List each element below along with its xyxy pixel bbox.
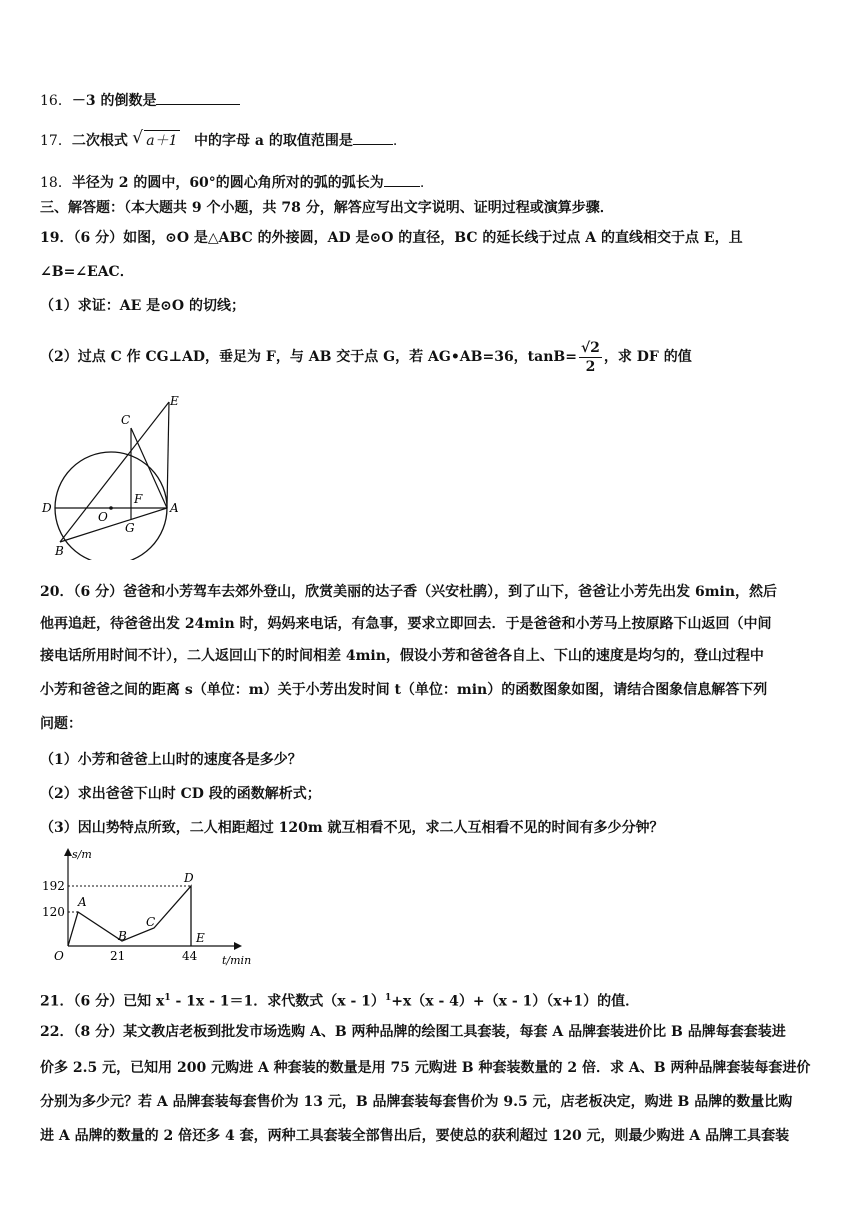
question-19-part1: （1）求证：AE 是⊙O 的切线；: [40, 298, 245, 314]
segment-AE: [167, 402, 169, 508]
question-20-part3: （3）因山势特点所致，二人相距超过 120m 就互相看不见，求二人互相看不见的时间有多少分钟？: [40, 820, 664, 836]
label-C: C: [121, 413, 131, 427]
question-20-line4: 小芳和爸爸之间的距离 s（单位：m）关于小芳出发时间 t（单位：min）的函数图象如图，请结合图象信息解答下列: [40, 682, 768, 698]
question-20-part2: （2）求出爸爸下山时 CD 段的函数解析式；: [40, 786, 321, 802]
question-20-line3: 接电话所用时间不计），二人返回山下的时间相差 4min，假设小芳和爸爸各自上、下山的速度是均匀的，登山过程中: [40, 648, 764, 664]
center-point: [109, 506, 113, 510]
question-20-line5: 问题：: [40, 716, 82, 732]
label-O: O: [98, 510, 108, 524]
q21-superscript-2: 1: [384, 993, 392, 1003]
question-16: [40, 90, 240, 111]
question-20-line1: 20．（6 分）爸爸和小芳驾车去郊外登山，欣赏美丽的达子香（兴安杜鹃），到了山下，爸爸让小芳先出发 6min，然后: [40, 584, 778, 600]
distance-time-graph: [38, 844, 268, 970]
question-20-part1: （1）小芳和爸爸上山时的速度各是多少？: [40, 752, 302, 768]
point-label-D: D: [184, 871, 194, 885]
answer-blank: [156, 90, 240, 105]
tick-label-120: 120: [42, 905, 65, 919]
period: .: [392, 133, 398, 149]
answer-blank: [353, 130, 393, 145]
fraction-numerator: √2: [580, 339, 600, 356]
y-axis-arrow: [64, 848, 72, 856]
tick-label-21: 21: [110, 949, 126, 963]
segment-AB: [60, 508, 167, 542]
x-axis-label: t/min: [222, 954, 252, 967]
label-E: E: [170, 394, 179, 408]
question-22-line4: 进 A 品牌的数量的 2 倍还多 4 套，两种工具套装全部售出后，要使总的获利超过 120 元，则最少购进 A 品牌工具套装: [40, 1128, 790, 1144]
question-21: [40, 988, 639, 1012]
point-label-B: B: [118, 929, 127, 943]
label-G: G: [125, 521, 135, 535]
question-number: 18．: [40, 175, 72, 191]
question-17: [40, 130, 397, 151]
circumcircle: [55, 452, 167, 560]
label-A: A: [170, 501, 179, 515]
segment-BE: [60, 402, 169, 542]
part2-text-end: ，求 DF 的值: [603, 349, 692, 365]
label-B: B: [55, 544, 64, 558]
label-D: D: [42, 501, 52, 515]
fraction-denominator: 2: [585, 358, 596, 375]
question-text: 半径为 2 的圆中，60°的圆心角所对的弧的弧长为: [71, 175, 384, 191]
question-19-line1: 19．（6 分）如图，⊙O 是△ABC 的外接圆，AD 是⊙O 的直径，BC 的延长线于过点 A 的直线相交于点 E，且: [40, 230, 743, 246]
part2-text: （2）过点 C 作 CG⊥AD，垂足为 F，与 AB 交于点 G，若 AG•AB=36，tanB=: [40, 349, 577, 365]
section-heading: 三、解答题：（本大题共 9 个小题，共 78 分，解答应写出文字说明、证明过程或演算步骤．: [40, 200, 614, 216]
answer-blank: [384, 172, 420, 187]
question-19-part2: [40, 338, 692, 376]
question-text: －3 的倒数是: [71, 93, 157, 109]
question-22-line1: 22．（8 分）某文教店老板到批发市场选购 A、B 两种品牌的绘图工具套装，每套 A 品牌套装进价比 B 品牌每套套装进: [40, 1024, 786, 1040]
q21-text-b: - 1x - 1＝1．求代数式（x - 1）: [170, 993, 385, 1010]
point-label-C: C: [146, 915, 156, 929]
radical-expression: √ a＋1: [144, 130, 179, 151]
question-text-post: 中的字母 a 的取值范围是: [194, 133, 353, 149]
q21-text-c: +x（x - 4）+（x - 1）（x+1）的值．: [391, 993, 640, 1010]
question-19-line2: ∠B=∠EAC．: [40, 264, 134, 280]
tick-label-192: 192: [42, 879, 65, 893]
point-label-E: E: [196, 931, 205, 945]
question-22-line2: 价多 2.5 元，已知用 200 元购进 A 种套装的数量是用 75 元购进 B 种套装数量的 2 倍．求 A、B 两种品牌套装每套进价: [40, 1060, 811, 1076]
tick-label-44: 44: [182, 949, 198, 963]
question-number: 16．: [40, 93, 72, 109]
q21-text-a: 21．（6 分）已知 x: [40, 993, 165, 1010]
fraction-sqrt2-over-2: [579, 339, 602, 376]
origin-label: O: [54, 949, 64, 963]
q21-superscript-1: 1: [164, 993, 171, 1003]
question-20-line2: 他再追赶，待爸爸出发 24min 时，妈妈来电话，有急事，要求立即回去．于是爸爸和小芳马上按原路下山返回（中间: [40, 616, 772, 632]
point-label-A: A: [78, 895, 87, 909]
period: .: [419, 175, 425, 191]
question-text-pre: 二次根式: [71, 133, 128, 149]
label-F: F: [134, 492, 143, 506]
question-number: 17．: [40, 133, 72, 149]
circle-geometry-figure: [38, 390, 198, 560]
x-axis-arrow: [234, 942, 242, 950]
question-18: [40, 172, 424, 193]
question-22-line3: 分别为多少元？若 A 品牌套装每套售价为 13 元，B 品牌套装每套售价为 9.5 元，店老板决定，购进 B 品牌的数量比购: [40, 1094, 793, 1110]
y-axis-label: s/m: [72, 848, 92, 861]
